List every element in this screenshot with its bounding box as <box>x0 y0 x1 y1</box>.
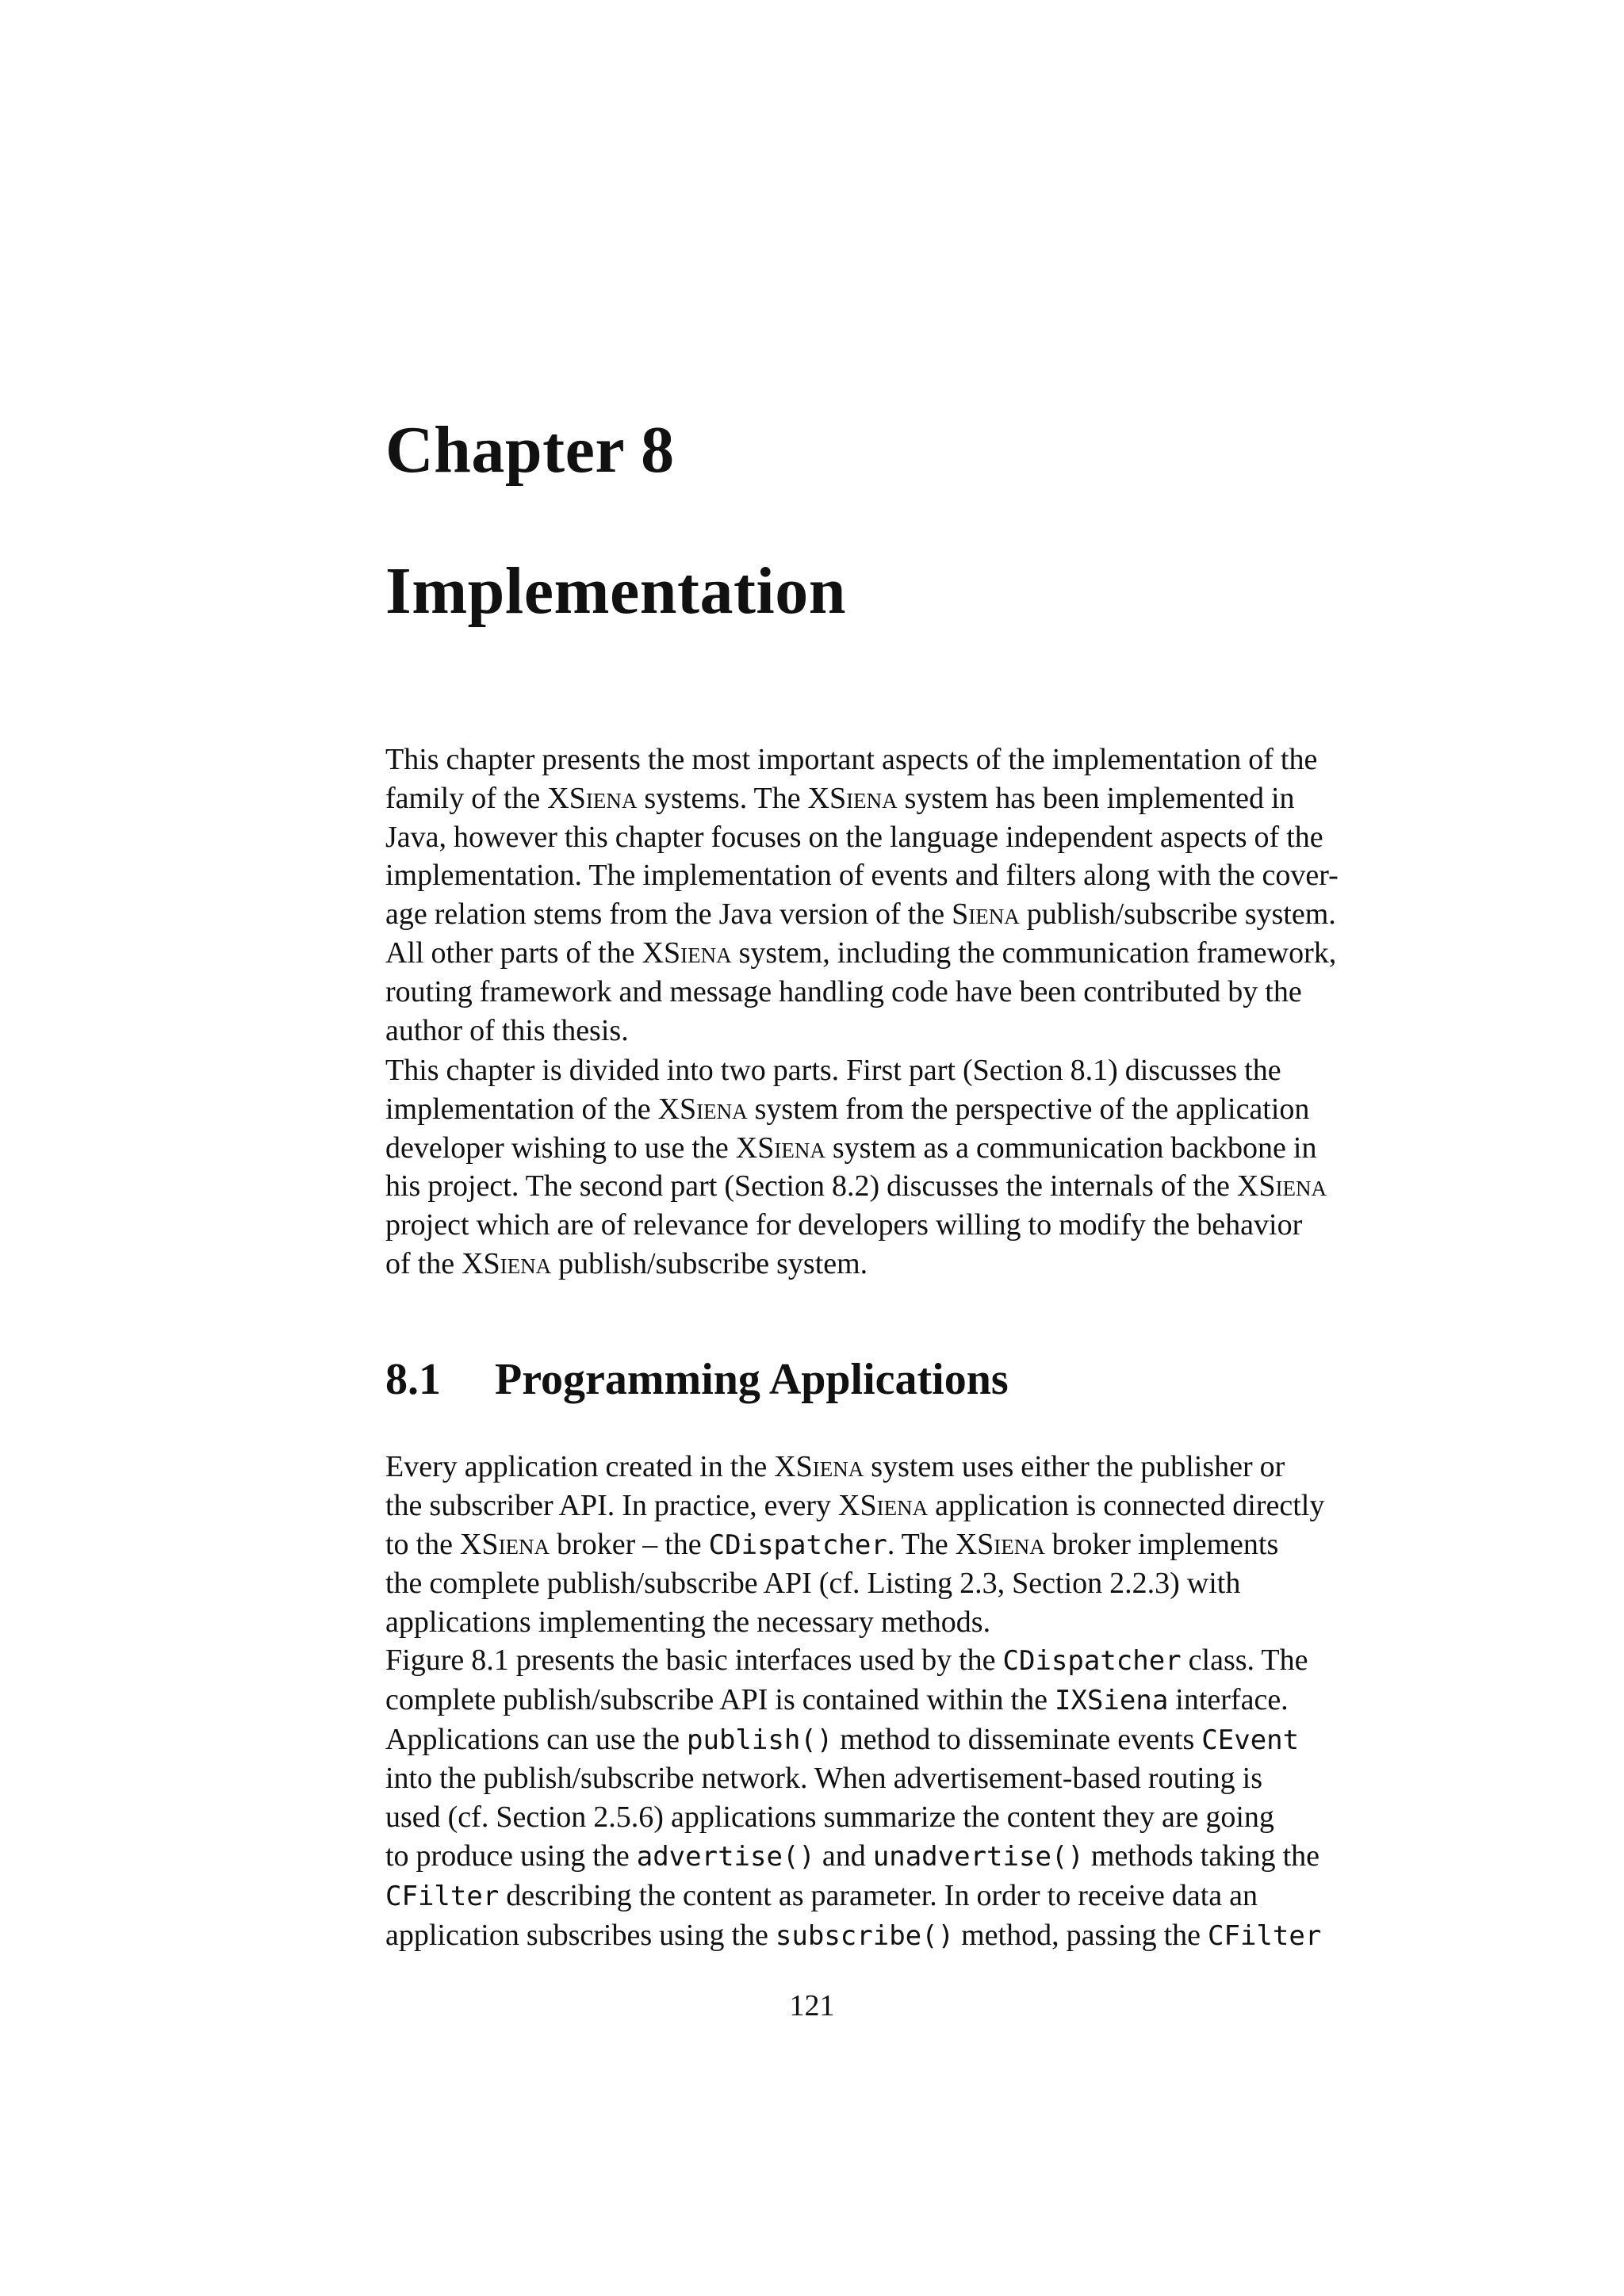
text-run: to produce using the <box>385 1839 637 1873</box>
text-line <box>385 1167 1396 1206</box>
text-run: Applications can use the <box>385 1722 688 1756</box>
chapter-label: Chapter 8 <box>385 413 675 487</box>
small-caps-run: iena <box>585 781 638 815</box>
code-identifier: CDispatcher <box>708 1529 887 1561</box>
text-run: system, including the communication framework, <box>731 936 1337 970</box>
text-run: broker – the <box>550 1527 709 1561</box>
text-line <box>385 1641 1396 1681</box>
text-line <box>385 1720 1396 1760</box>
section-title: Programming Applications <box>495 1355 1009 1404</box>
text-run: system uses either the publisher or <box>864 1450 1285 1483</box>
page-number: 121 <box>789 1989 835 2022</box>
small-caps-run: iena <box>500 1246 552 1280</box>
chapter-title: Implementation <box>385 554 846 628</box>
text-run: system from the perspective of the application <box>747 1092 1310 1126</box>
text-line <box>385 779 1396 818</box>
text-line <box>385 1487 1396 1525</box>
text-run: application is connected directly <box>928 1488 1325 1522</box>
small-caps-run: iena <box>696 1092 748 1126</box>
text-run: methods taking the <box>1083 1839 1320 1873</box>
text-run: method, passing the <box>954 1918 1208 1952</box>
text-run: method to disseminate events <box>833 1722 1202 1756</box>
code-identifier: CFilter <box>1208 1919 1322 1952</box>
intro-paragraph-2 <box>385 1051 1396 1284</box>
small-caps-run: iena <box>774 1131 825 1165</box>
text-run: developer wishing to use the XS <box>385 1131 775 1165</box>
text-run: complete publish/subscribe API is contained within the <box>385 1682 1055 1716</box>
text-run: Every application created in the XS <box>385 1450 813 1483</box>
section-number: 8.1 <box>385 1355 441 1404</box>
text-line: used (cf. Section 2.5.6) applications summarize the content they are going <box>385 1800 1274 1835</box>
text-line: This chapter is divided into two parts. First part (Section 8.1) discusses the <box>385 1054 1281 1087</box>
small-caps-run: iena <box>680 936 732 970</box>
small-caps-run: iena <box>994 1527 1045 1561</box>
text-run: All other parts of the XS <box>385 936 681 970</box>
text-run: publish/subscribe system. <box>551 1246 868 1280</box>
small-caps-run: iena <box>968 897 1020 932</box>
code-identifier: CDispatcher <box>1002 1645 1182 1677</box>
text-run: and <box>814 1839 873 1873</box>
text-run: of the XS <box>385 1246 500 1280</box>
text-line <box>385 1681 1396 1720</box>
text-line: Java, however this chapter focuses on the language independent aspects of the <box>385 820 1323 854</box>
small-caps-run: iena <box>812 1450 864 1483</box>
text-run: to the XS <box>385 1527 499 1561</box>
text-run: interface. <box>1168 1682 1289 1716</box>
code-identifier: publish() <box>687 1724 833 1756</box>
text-line: the complete publish/subscribe API (cf. Listing 2.3, Section 2.2.3) with <box>385 1567 1241 1601</box>
text-line <box>385 1129 1396 1168</box>
text-line <box>385 1245 1396 1284</box>
code-identifier: CFilter <box>385 1880 500 1912</box>
text-line <box>385 1837 1396 1877</box>
code-identifier: IXSiena <box>1055 1684 1169 1716</box>
text-run: broker implements <box>1044 1527 1279 1561</box>
text-line <box>385 934 1396 973</box>
text-line: routing framework and message handling code have been contributed by the <box>385 974 1302 1008</box>
text-line: project which are of relevance for developers willing to modify the behavior <box>385 1208 1303 1242</box>
text-line <box>385 1916 1396 1956</box>
section-paragraph-1 <box>385 1448 1396 1642</box>
text-run: describing the content as parameter. In order to receive data an <box>499 1878 1258 1912</box>
text-line <box>385 895 1396 934</box>
code-identifier: advertise() <box>636 1840 815 1873</box>
text-run: the subscriber API. In practice, every XS <box>385 1488 877 1522</box>
text-run: implementation of the XS <box>385 1092 697 1126</box>
section-paragraph-2 <box>385 1641 1396 1955</box>
text-line <box>385 1448 1396 1487</box>
text-run: system as a communication backbone in <box>825 1131 1317 1165</box>
text-line: into the publish/subscribe network. When advertisement-based routing is <box>385 1762 1263 1796</box>
text-line: applications implementing the necessary methods. <box>385 1605 991 1640</box>
text-run: family of the XS <box>385 781 586 815</box>
code-identifier: subscribe() <box>775 1919 955 1952</box>
text-line <box>385 1090 1396 1129</box>
section-heading <box>385 1357 1009 1402</box>
text-run: application subscribes using the <box>385 1918 776 1952</box>
text-run: system has been implemented in <box>897 781 1295 815</box>
text-run: class. The <box>1181 1644 1308 1677</box>
text-line: author of this thesis. <box>385 1013 629 1047</box>
intro-paragraph-1 <box>385 740 1396 1050</box>
small-caps-run: iena <box>498 1527 550 1561</box>
text-line <box>385 1877 1396 1916</box>
small-caps-run: iena <box>846 781 898 815</box>
text-run: publish/subscribe system. <box>1019 897 1336 932</box>
text-run: his project. The second part (Section 8.2) discusses the internals of the XS <box>385 1169 1276 1203</box>
text-run: systems. The XS <box>637 781 847 815</box>
text-line: implementation. The implementation of events and filters along with the cover- <box>385 859 1339 893</box>
text-run: age relation stems from the Java version of the S <box>385 897 969 932</box>
small-caps-run: iena <box>1275 1169 1327 1203</box>
text-line <box>385 1525 1396 1565</box>
text-run: Figure 8.1 presents the basic interfaces used by the <box>385 1644 1003 1677</box>
small-caps-run: iena <box>876 1488 929 1522</box>
code-identifier: CEvent <box>1201 1724 1300 1756</box>
code-identifier: unadvertise() <box>872 1840 1084 1873</box>
text-run: . The XS <box>887 1527 994 1561</box>
text-line: This chapter presents the most important aspects of the implementation of the <box>385 743 1318 776</box>
